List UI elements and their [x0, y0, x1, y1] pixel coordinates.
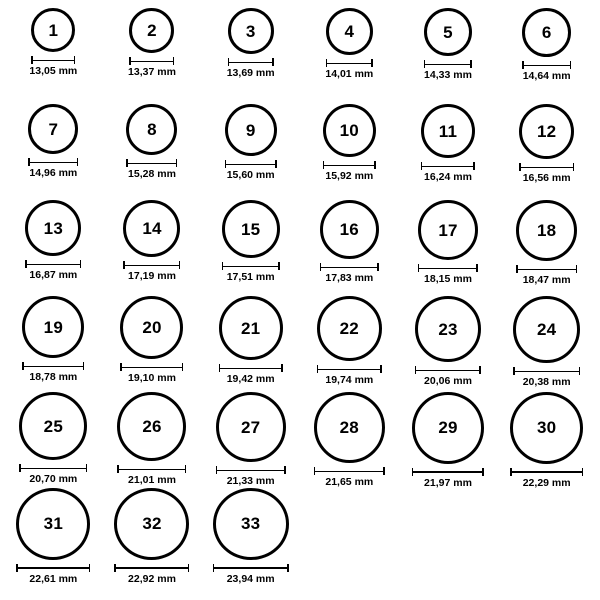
ring-size-label: 20	[142, 318, 162, 337]
dimension-line	[126, 163, 177, 165]
dimension-bar-icon	[519, 163, 574, 171]
dimension-line	[317, 369, 382, 371]
ring-cell[interactable]	[4, 488, 103, 584]
ring-diameter-text: 13,69 mm	[226, 67, 275, 79]
ring-circle	[16, 488, 90, 560]
ring-diameter-text: 14,01 mm	[325, 68, 374, 80]
ring-cell[interactable]	[4, 296, 103, 392]
ring-diameter-text: 20,38 mm	[522, 376, 571, 388]
dimension-bar-icon	[19, 464, 87, 472]
ring-circle	[418, 200, 478, 260]
ring-circle	[25, 200, 81, 256]
ring-dimension	[325, 59, 373, 80]
ring-circle	[522, 8, 571, 57]
ring-cell[interactable]	[103, 488, 202, 584]
ring-diameter-text: 21,33 mm	[226, 475, 275, 487]
dimension-bar-icon	[123, 261, 180, 269]
ring-circle	[513, 296, 580, 363]
ring-circle	[424, 8, 472, 56]
ring-cell[interactable]	[103, 392, 202, 488]
dimension-line	[22, 366, 84, 368]
dimension-line	[123, 265, 180, 267]
ring-cell[interactable]	[300, 8, 399, 104]
ring-diameter-text: 21,97 mm	[424, 476, 472, 489]
ring-cell[interactable]	[300, 392, 399, 488]
ring-size-label: 7	[48, 119, 59, 139]
ring-diameter-text: 21,01 mm	[128, 474, 176, 486]
ring-circle	[117, 392, 186, 461]
ring-diameter-text: 18,47 mm	[522, 274, 571, 286]
dimension-line	[31, 60, 75, 62]
dimension-bar-icon	[513, 367, 580, 375]
ring-cell[interactable]	[399, 392, 498, 488]
ring-diameter-text: 15,92 mm	[325, 170, 374, 182]
dimension-line	[522, 65, 571, 67]
ring-diameter-text: 17,51 mm	[226, 271, 275, 283]
ring-dimension	[421, 162, 475, 183]
ring-size-label: 4	[344, 22, 355, 41]
ring-dimension	[320, 263, 379, 284]
dimension-line	[225, 164, 277, 166]
ring-dimension	[225, 160, 277, 181]
ring-dimension	[418, 264, 478, 285]
dimension-bar-icon	[424, 60, 472, 68]
ring-dimension	[22, 362, 84, 383]
ring-dimension	[16, 564, 90, 585]
ring-dimension	[120, 363, 183, 384]
ring-dimension	[424, 60, 472, 81]
ring-circle	[323, 104, 376, 157]
ring-dimension	[415, 366, 481, 387]
ring-cell[interactable]	[201, 200, 300, 296]
dimension-bar-icon	[31, 56, 75, 64]
ring-dimension	[28, 158, 78, 179]
dimension-bar-icon	[225, 160, 277, 168]
ring-diameter-text: 18,15 mm	[424, 273, 472, 285]
dimension-line	[412, 471, 484, 473]
ring-dimension	[25, 260, 81, 281]
ring-circle	[320, 200, 379, 259]
ring-cell[interactable]	[201, 392, 300, 488]
ring-circle	[31, 8, 75, 52]
ring-diameter-text: 19,74 mm	[325, 374, 374, 386]
ring-diameter-text: 15,60 mm	[226, 169, 275, 181]
ring-size-label: 21	[241, 318, 261, 338]
dimension-line	[28, 162, 78, 164]
ring-size-label: 25	[43, 416, 63, 436]
ring-dimension	[128, 57, 176, 78]
ring-cell[interactable]	[103, 200, 202, 296]
ring-circle	[120, 296, 183, 359]
ring-cell[interactable]	[300, 200, 399, 296]
dimension-line	[117, 469, 186, 471]
ring-size-label: 19	[43, 317, 63, 337]
dimension-bar-icon	[418, 264, 478, 272]
ring-diameter-text: 19,10 mm	[128, 372, 176, 384]
dimension-line	[114, 567, 189, 569]
dimension-bar-icon	[415, 366, 481, 374]
ring-circle	[22, 296, 84, 358]
ring-cell[interactable]	[103, 104, 202, 200]
ring-circle	[28, 104, 78, 154]
ring-size-label: 15	[241, 219, 261, 239]
dimension-bar-icon	[22, 362, 84, 370]
ring-circle	[510, 392, 583, 464]
ring-size-label: 17	[438, 220, 458, 240]
dimension-line	[19, 468, 87, 470]
dimension-bar-icon	[28, 158, 78, 166]
ring-circle	[228, 8, 274, 54]
ring-cell[interactable]	[497, 392, 596, 488]
dimension-bar-icon	[16, 564, 90, 572]
ring-size-label: 24	[537, 320, 557, 339]
ring-circle	[421, 104, 475, 158]
ring-size-label: 1	[48, 20, 59, 40]
ring-cell[interactable]	[497, 296, 596, 392]
ring-dimension	[519, 163, 574, 184]
ring-size-label: 11	[438, 121, 458, 141]
dimension-bar-icon	[412, 468, 484, 476]
ring-dimension	[323, 161, 376, 182]
dimension-line	[219, 368, 283, 370]
ring-dimension	[513, 367, 580, 388]
ring-dimension	[213, 564, 289, 585]
ring-cell[interactable]	[103, 296, 202, 392]
dimension-line	[314, 471, 385, 473]
ring-grid	[4, 8, 596, 584]
ring-diameter-text: 16,87 mm	[29, 269, 78, 281]
ring-cell[interactable]	[399, 8, 498, 104]
ring-circle	[19, 392, 87, 460]
ring-size-label: 29	[438, 418, 458, 438]
ring-dimension	[117, 465, 186, 486]
dimension-bar-icon	[510, 468, 583, 476]
ring-cell[interactable]	[4, 392, 103, 488]
dimension-bar-icon	[421, 162, 475, 170]
dimension-bar-icon	[219, 364, 283, 372]
ring-diameter-text: 17,19 mm	[128, 270, 176, 282]
dimension-line	[519, 167, 574, 169]
dimension-line	[424, 64, 472, 66]
ring-diameter-text: 22,61 mm	[29, 572, 78, 585]
ring-dimension	[516, 265, 577, 286]
ring-dimension	[227, 58, 275, 79]
ring-cell[interactable]	[201, 488, 300, 584]
ring-circle	[519, 104, 574, 159]
dimension-line	[129, 61, 174, 63]
ring-cell[interactable]	[4, 104, 103, 200]
dimension-line	[213, 567, 289, 569]
ring-dimension	[114, 564, 189, 585]
ring-size-label: 10	[339, 121, 359, 140]
ring-dimension	[522, 61, 571, 82]
dimension-bar-icon	[228, 58, 274, 66]
ring-size-label: 31	[43, 514, 63, 534]
ring-cell[interactable]	[201, 8, 300, 104]
ring-diameter-text: 13,05 mm	[29, 65, 78, 77]
ring-size-label: 5	[443, 22, 453, 42]
ring-circle	[225, 104, 277, 156]
ring-cell[interactable]	[399, 296, 498, 392]
ring-diameter-text: 19,42 mm	[226, 373, 275, 385]
dimension-line	[516, 269, 577, 271]
ring-cell[interactable]	[300, 296, 399, 392]
ring-cell[interactable]	[201, 104, 300, 200]
ring-size-label: 23	[438, 319, 458, 339]
ring-size-label: 6	[541, 23, 552, 42]
ring-size-label: 16	[339, 220, 359, 239]
ring-cell[interactable]	[300, 104, 399, 200]
dimension-line	[222, 266, 280, 268]
ring-cell[interactable]	[4, 8, 103, 104]
ring-diameter-text: 18,78 mm	[29, 371, 78, 383]
ring-size-label: 33	[241, 514, 261, 534]
dimension-line	[421, 166, 475, 168]
ring-diameter-text: 15,28 mm	[128, 168, 176, 180]
ring-size-label: 13	[43, 218, 63, 238]
ring-diameter-text: 16,56 mm	[522, 172, 571, 184]
dimension-line	[228, 62, 274, 64]
dimension-line	[216, 470, 286, 472]
ring-circle	[326, 8, 373, 55]
ring-size-label: 8	[147, 120, 157, 139]
ring-circle	[216, 392, 286, 462]
dimension-bar-icon	[326, 59, 373, 67]
dimension-bar-icon	[117, 465, 186, 473]
ring-cell[interactable]	[497, 200, 596, 296]
dimension-bar-icon	[314, 467, 385, 475]
ring-size-label: 12	[537, 122, 557, 141]
ring-diameter-text: 21,65 mm	[325, 476, 374, 488]
ring-size-label: 18	[537, 221, 557, 240]
dimension-bar-icon	[120, 363, 183, 371]
ring-diameter-text: 14,64 mm	[522, 70, 571, 82]
ring-size-label: 30	[537, 418, 557, 438]
ring-diameter-text: 22,29 mm	[522, 476, 571, 489]
dimension-bar-icon	[114, 564, 189, 572]
ring-dimension	[314, 467, 385, 488]
ring-circle	[219, 296, 283, 360]
dimension-line	[320, 267, 379, 269]
ring-dimension	[219, 364, 283, 385]
ring-size-label: 26	[142, 417, 162, 436]
ring-dimension	[510, 468, 583, 489]
ring-dimension	[222, 262, 280, 283]
dimension-line	[513, 371, 580, 373]
ring-circle	[129, 8, 174, 53]
ring-cell[interactable]	[4, 200, 103, 296]
dimension-line	[120, 367, 183, 369]
ring-cell[interactable]	[497, 104, 596, 200]
ring-size-label: 3	[245, 21, 256, 41]
ring-size-label: 28	[339, 418, 359, 437]
dimension-line	[323, 165, 376, 167]
ring-diameter-text: 13,37 mm	[128, 66, 176, 78]
dimension-bar-icon	[317, 365, 382, 373]
ring-diameter-text: 20,70 mm	[29, 473, 78, 485]
ring-circle	[213, 488, 289, 560]
ring-circle	[222, 200, 280, 258]
ring-circle	[126, 104, 177, 155]
dimension-bar-icon	[516, 265, 577, 273]
ring-cell[interactable]	[201, 296, 300, 392]
ring-circle	[516, 200, 577, 261]
ring-cell[interactable]	[103, 8, 202, 104]
ring-circle	[317, 296, 382, 361]
ring-diameter-text: 14,96 mm	[29, 167, 78, 179]
dimension-line	[415, 370, 481, 372]
ring-diameter-text: 17,83 mm	[325, 272, 374, 284]
ring-cell[interactable]	[399, 104, 498, 200]
ring-diameter-text: 16,24 mm	[424, 171, 472, 183]
dimension-bar-icon	[522, 61, 571, 69]
dimension-line	[16, 567, 90, 569]
ring-diameter-text: 14,33 mm	[424, 69, 472, 81]
dimension-line	[326, 63, 373, 65]
ring-circle	[123, 200, 180, 257]
ring-size-label: 22	[339, 319, 359, 338]
dimension-bar-icon	[126, 159, 177, 167]
dimension-bar-icon	[213, 564, 289, 572]
dimension-bar-icon	[323, 161, 376, 169]
ring-size-label: 32	[142, 514, 162, 534]
ring-circle	[114, 488, 189, 560]
ring-dimension	[123, 261, 180, 282]
dimension-bar-icon	[25, 260, 81, 268]
ring-size-label: 2	[147, 21, 157, 40]
dimension-line	[25, 264, 81, 266]
ring-circle	[415, 296, 481, 362]
ring-diameter-text: 23,94 mm	[226, 572, 275, 585]
ring-dimension	[317, 365, 382, 386]
dimension-bar-icon	[216, 466, 286, 474]
dimension-bar-icon	[129, 57, 174, 65]
ring-circle	[412, 392, 484, 464]
ring-dimension	[216, 466, 286, 487]
ring-diameter-text: 22,92 mm	[128, 572, 176, 585]
ring-dimension	[29, 56, 77, 77]
ring-circle	[314, 392, 385, 463]
ring-dimension	[19, 464, 87, 485]
ring-size-label: 27	[241, 417, 261, 437]
dimension-bar-icon	[320, 263, 379, 271]
ring-dimension	[412, 468, 484, 489]
ring-size-label: 14	[142, 219, 162, 238]
ring-diameter-text: 20,06 mm	[424, 375, 472, 387]
ring-cell[interactable]	[399, 200, 498, 296]
ring-cell[interactable]	[497, 8, 596, 104]
dimension-bar-icon	[222, 262, 280, 270]
ring-size-label: 9	[245, 120, 256, 140]
ring-dimension	[126, 159, 177, 180]
dimension-line	[418, 268, 478, 270]
dimension-line	[510, 471, 583, 473]
